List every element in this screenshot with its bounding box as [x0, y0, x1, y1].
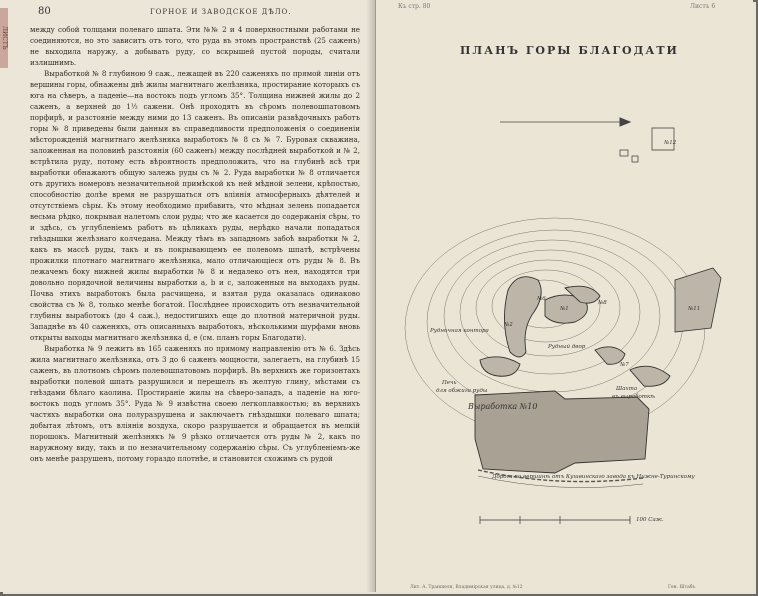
engraver-credit: Ген. Штабъ	[668, 585, 696, 590]
label-no12: №12	[664, 140, 677, 146]
map-title: ПЛАНЪ ГОРЫ БЛАГОДАТИ	[460, 44, 679, 57]
scale-bar	[480, 516, 630, 524]
north-arrow	[500, 118, 630, 126]
paragraph: между собой толщами полеваго шпата. Эти №№ 2 и 4 поверхностными работами не соединяются, но это зависитъ отъ того, что руда въ этомъ пространствѣ (25 саженъ) не выходила наружу, а добывать руду, со вскрышей пустой породы, считали излишнимъ.	[30, 25, 360, 67]
lithographer-credit: Лит. А. Траншеля, Владимірская улица, д. №12	[410, 585, 523, 590]
label-rudnichnaya: Рудничная контора	[430, 328, 489, 334]
edge-tag: ЛИСТЪ	[0, 8, 8, 68]
label-no8: №8	[598, 300, 607, 306]
label-no1: №1	[560, 306, 569, 312]
label-no11: №11	[688, 306, 701, 312]
label-shakhta-sub: въ выработкѣ	[612, 394, 656, 400]
label-pech: Печь	[442, 380, 457, 386]
plate-reference: Къ стр. 80	[398, 3, 431, 10]
label-pech-sub: для обжига руды	[436, 388, 488, 394]
label-no7: №7	[620, 362, 629, 368]
label-no2: №2	[504, 322, 513, 328]
plate-number: Листъ 6	[690, 3, 716, 10]
running-head: ГОРНОЕ И ЗАВОДСКОЕ ДѢЛО.	[150, 8, 292, 16]
page-number: 80	[38, 6, 51, 17]
mine-11-outline	[675, 268, 721, 332]
label-road: Дорога по вершинѣ отъ Кушвинскаго завода къ Нижне-Туринскому	[492, 474, 695, 480]
paragraph: Выработка № 9 лежитъ въ 165 саженяхъ по прямому направленію отъ № 6. Здѣсь жила магнитнаго желѣзняка, отъ 3 до 6 саженъ мощности, залегаетъ, на глубинѣ 15 саженъ, въ плотномъ сѣромъ полевошпатовомъ порфирѣ. Въ верхнихъ же горизонтахъ выработки полевой шпатъ разрушился и перешелъ въ желтую глину, мѣстами съ гнѣздами бѣлаго каолина. Простираніе жилы на сѣверо-западъ, а паденіе на юго-востокъ подъ угломъ 35°. Руда № 9 извѣстна своею легкоплавкостью; въ верхнихъ частяхъ выработки она полуразрушена и заключаетъ гнѣздышки полеваго шпата; добытая лѣтомъ, отъ вліянія воздуха, скоро разрушается и обращается въ мелкій порошокъ. Магнитный желѣзнякъ № 9 рѣзко отличается отъ руды № 2, какъ по наружному виду, такъ и по незначительному содержанію сѣры. Съ углубленіемъ-же онъ менѣе разрушенъ, потому гораздо плотнѣе, и становится схожимъ съ рудой	[30, 344, 360, 463]
paragraph: Выработкой № 8 глубиною 9 саж., лежащей въ 220 саженяхъ по прямой линіи отъ вершины горы, обнажены двѣ жилы магнитнаго желѣзняка, простирание которыхъ съ юга на сѣверъ, а паденіе—на востокъ подъ угломъ 35°. Толщина нижней жилы до 2 саженъ, а верхней до 1½ сажени. Онѣ проходятъ въ сѣромъ полевошпатовомъ порфирѣ, и разстояніе между ними до 13 саженъ. Въ описаніи развѣдочныхъ работъ горы № 8 приведены были данныя въ справедливости предположенія о соединеніи мѣсторожденій магнитнаго желѣзняка выработокъ № 8 съ № 7. Буровая скважина, заложенная на половинѣ разстоянія (60 саженъ) между послѣдней выработкой и № 2, встрѣтила руду, потому есть вѣроятность предположить, что на глубинѣ всѣ три выработки обнажаютъ общую залежь руды съ № 2. Руда выработки № 8 отличается отъ другихъ номеровъ незначительной примѣской къ ней мѣдной зелени, крѣпостью, способностію долѣе время не разрушаться отъ вліянія атмосферныхъ дѣятелей и отсутствіемъ сѣры. Къ этому необходимо прибавить, что мѣдная зелень попадается весьма рѣдко, покрывая налетомъ слои руды; что же касается до содержанія сѣры, то и здѣсь, съ углубленіемъ работъ въ цѣликахъ руды, нерѣдко начали попадаться гнѣздышки желѣзнаго колчедана. Между тѣмъ въ западномъ забоѣ выработки № 2, какъ въ массѣ руды, такъ и въ покрывающемъ ее полевомъ шпатѣ, встрѣчены прожилки плотнаго магнитнаго желѣзняка, мало отличающіеся отъ руды № 8. Въ лежачемъ боку нижней жилы выработки № 8 и недалеко отъ нея, находятся три довольно порядочной величины выработки а, b и с, заложенныя на выходахъ руды. Почва этихъ выработокъ была расчищена, и взятая руда оказалась одинаково свойства съ № 8, только менѣе богатой. Послѣднее происходить отъ незначительной глубины выработокъ (до 4 саж.), недостигшихъ еще до плотной материчной руды. Западнѣе въ 40 саженяхъ, отъ описанныхъ выработокъ, нѣсколькими шурфами вновь открыты выходы магнитнаго желѣзняка d, e (см. планъ горы Благодати).	[30, 69, 360, 342]
label-scale: 100 Саж.	[636, 517, 664, 523]
body-text	[30, 24, 360, 464]
label-vyrabotka-10: Выработка №10	[468, 402, 538, 411]
map-drawing	[380, 60, 752, 580]
quarry-outlines	[480, 277, 670, 387]
left-page	[0, 0, 376, 592]
label-rudnyi-dvor: Рудный двор	[548, 344, 586, 350]
label-shakhta: Шахта	[616, 386, 638, 392]
label-no6: №6	[537, 296, 546, 302]
